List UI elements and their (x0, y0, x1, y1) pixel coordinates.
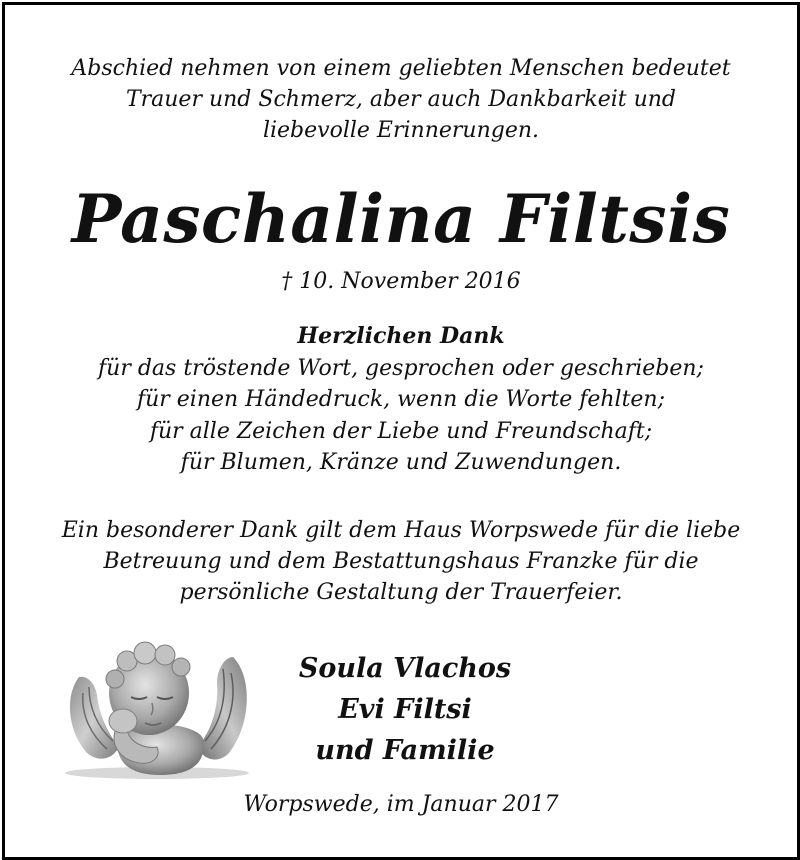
place-date: Worpswede, im Januar 2017 (243, 792, 559, 817)
special-thanks (5, 515, 797, 608)
signer-name: Evi Filtsi (338, 694, 472, 725)
thanks-line: für das tröstende Wort, gesprochen oder geschrieben; (98, 355, 704, 381)
thanks-line: für alle Zeichen der Liebe und Freundschaft; (149, 418, 653, 444)
thanks-block (5, 321, 797, 479)
intro-line: liebevolle Erinnerungen. (262, 118, 540, 143)
special-line: Ein besonderer Dank gilt dem Haus Worpswede für die liebe (61, 518, 741, 543)
special-line: persönliche Gestaltung der Trauerfeier. (179, 580, 623, 605)
thanks-line: für einen Händedruck, wenn die Worte fehlten; (136, 387, 666, 412)
cherub-angel-image (57, 635, 257, 785)
death-date: † 10. November 2016 (281, 269, 521, 294)
intro-text (5, 53, 797, 146)
obituary-notice (2, 2, 800, 860)
thanks-line: für Blumen, Kränze und Zuwendungen. (180, 450, 622, 475)
intro-line: Trauer und Schmerz, aber auch Dankbarkeit und (125, 87, 677, 112)
intro-line: Abschied nehmen von einem geliebten Menschen bedeutet (71, 56, 731, 81)
signer-name: Soula Vlachos (298, 653, 512, 684)
thanks-heading: Herzlichen Dank (297, 323, 505, 349)
signers (235, 648, 575, 771)
special-line: Betreuung und dem Bestattungshaus Franzke für die (103, 549, 699, 574)
signer-name: und Familie (315, 735, 495, 766)
deceased-name: Paschalina Filtsis (71, 180, 731, 258)
